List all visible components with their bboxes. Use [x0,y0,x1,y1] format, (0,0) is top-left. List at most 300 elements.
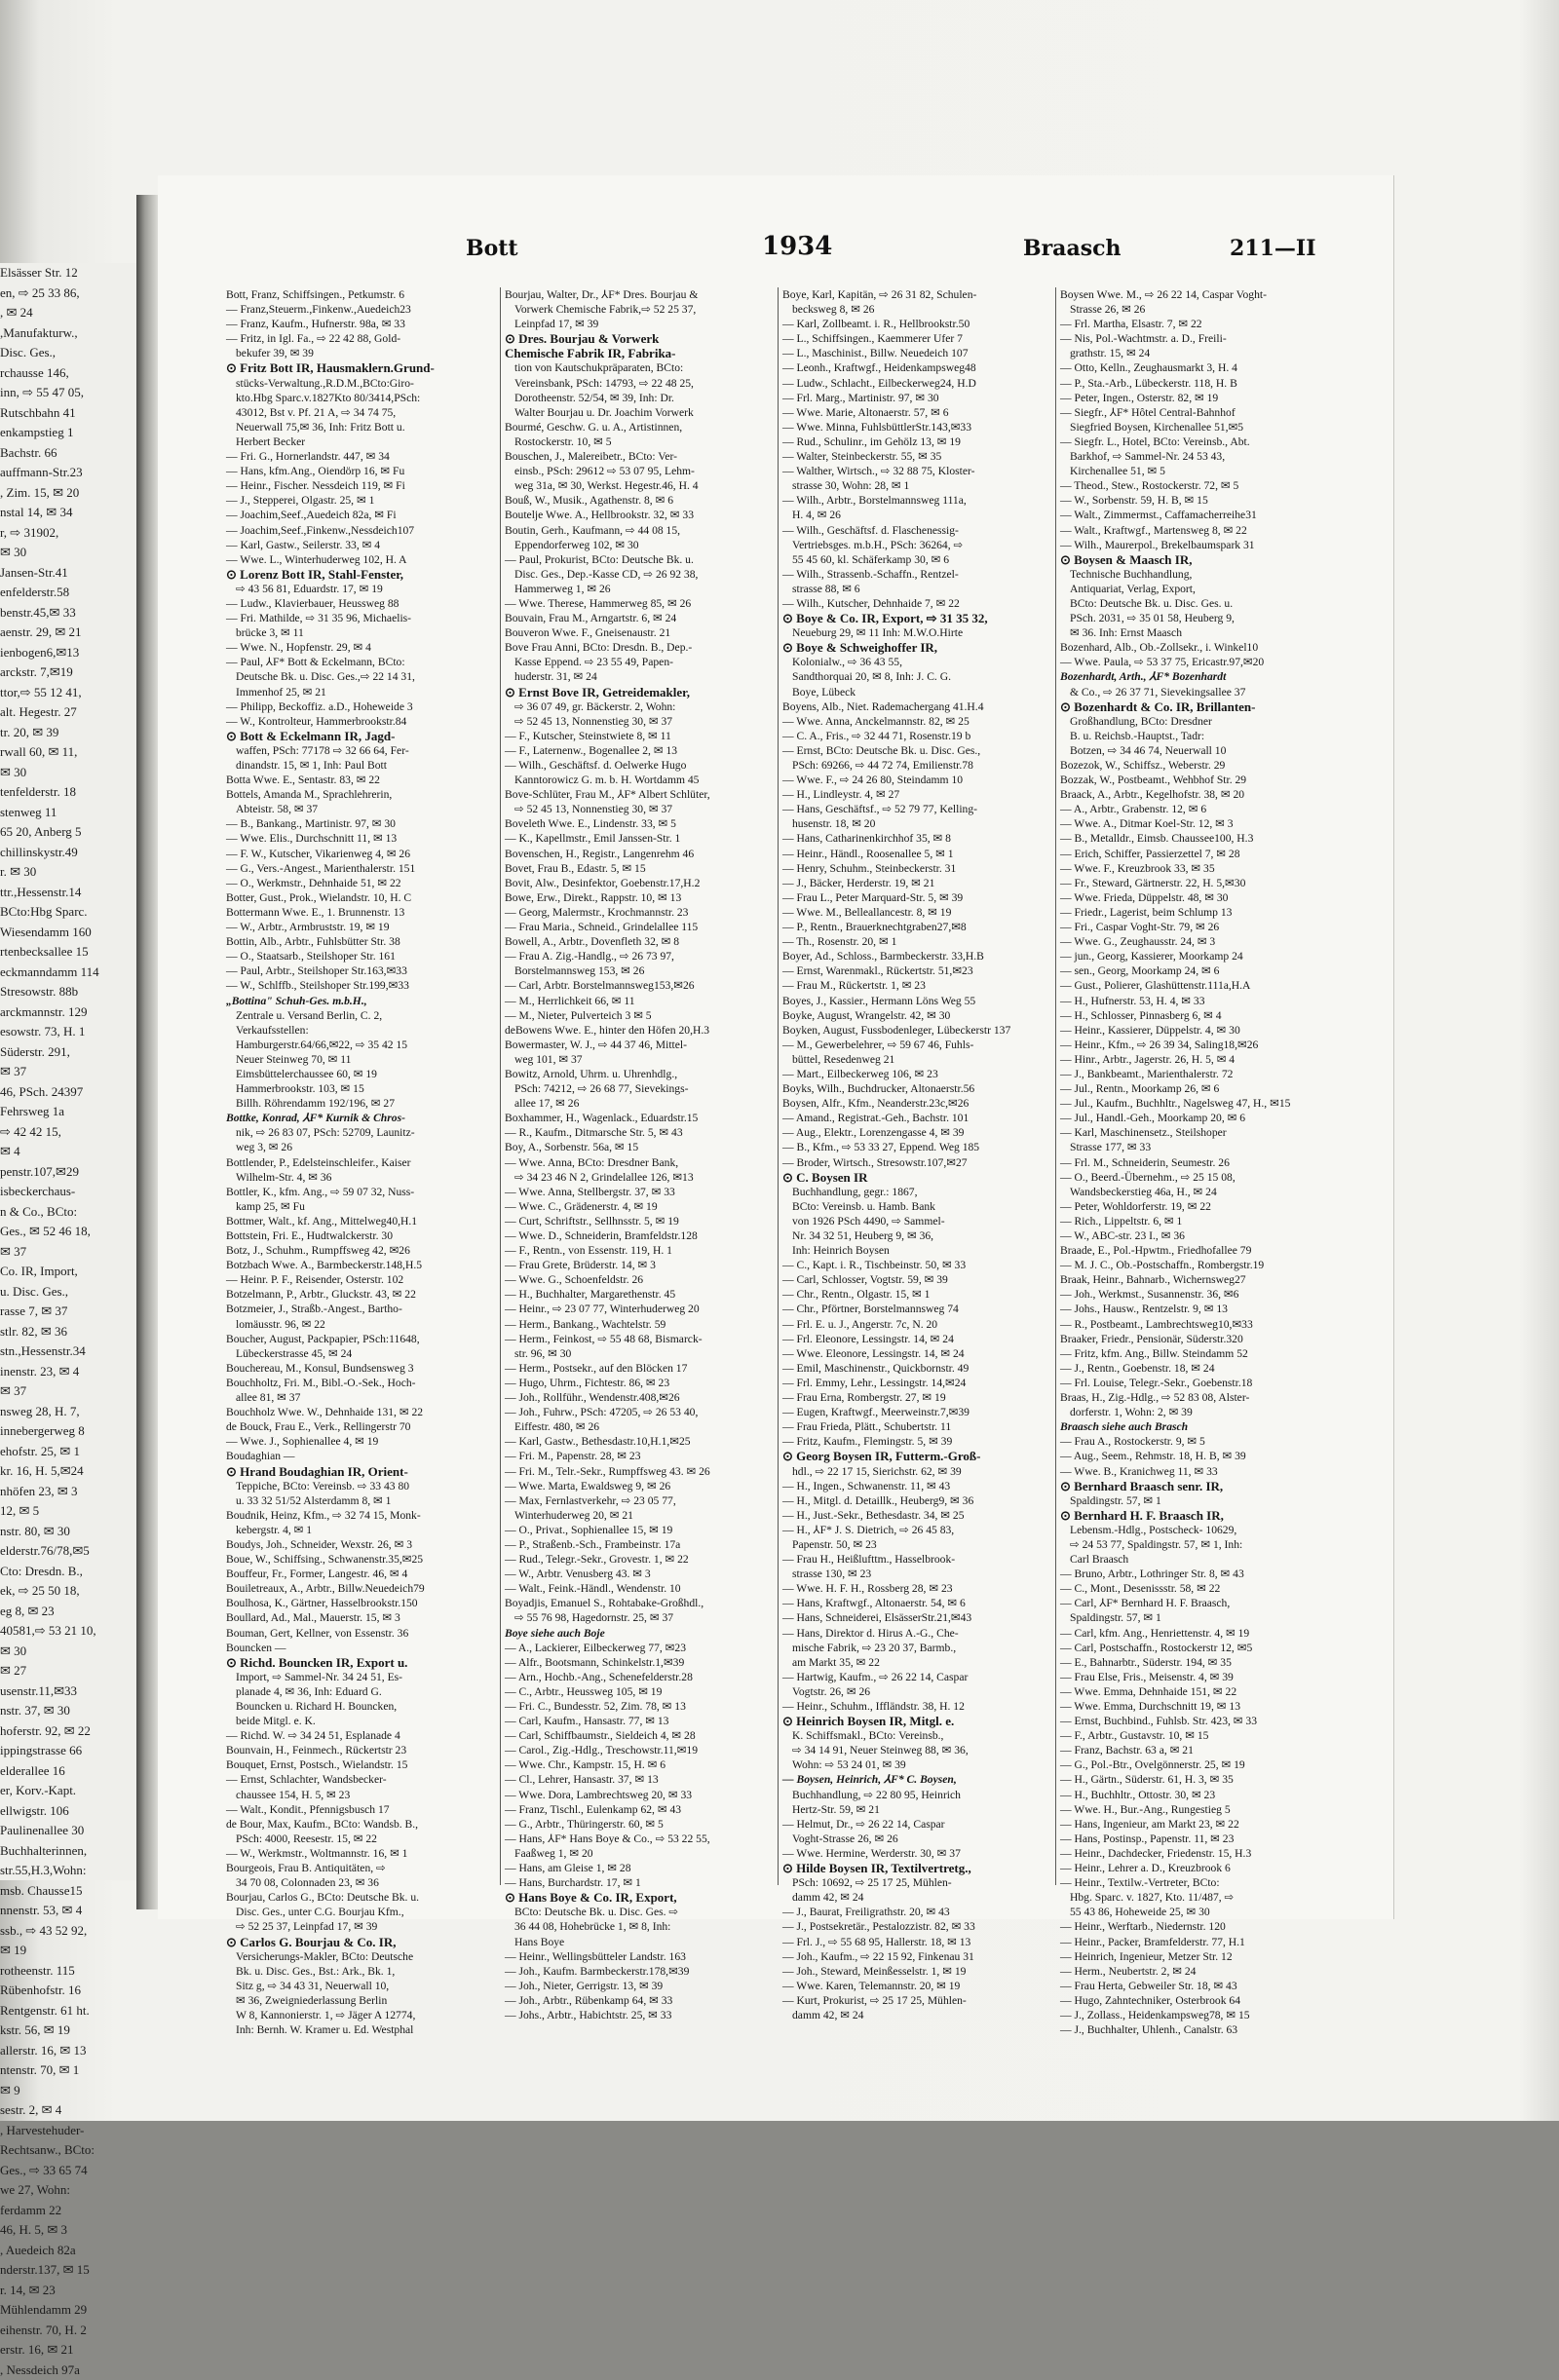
directory-entry: — H., Lindleystr. 4, ✉ 27 [782,787,1051,802]
directory-entry: Vogtstr. 26, ✉ 26 [782,1684,1051,1699]
directory-entry: Bove Frau Anni, BCto: Dresdn. B., Dep.- [505,640,774,655]
directory-entry: — Karl, Gastw., Seilerstr. 33, ✉ 4 [226,538,496,552]
directory-entry: Braaker, Friedr., Pensionär, Süderstr.320 [1060,1332,1329,1346]
directory-entry: — Wwe. Marie, Altonaerstr. 57, ✉ 6 [782,405,1051,420]
directory-entry: — Wwe. D., Schneiderin, Bramfeldstr.128 [505,1228,774,1243]
directory-entry: Neuer Steinweg 70, ✉ 11 [226,1052,496,1067]
directory-entry: — Frl. Martha, Elsastr. 7, ✉ 22 [1060,317,1329,331]
directory-entry: — Wwe. L., Winterhuderweg 102, H. A [226,552,496,567]
directory-entry: ⊙ Georg Boysen IR, Futterm.-Groß- [782,1449,1051,1463]
directory-entry: ⊙ Bozenhardt & Co. IR, Brillanten- [1060,699,1329,714]
prev-page-line: nnenstr. 53, ✉ 4 [0,1901,136,1921]
directory-entry: Technische Buchhandlung, [1060,567,1329,582]
directory-entry: Botzen, ⇨ 34 46 74, Neuerwall 10 [1060,743,1329,758]
directory-entry: — J., Buchhalter, Uhlenh., Canalstr. 63 [1060,2022,1329,2037]
directory-entry: planade 4, ✉ 36, Inh: Eduard G. [226,1684,496,1699]
prev-page-line: benstr.45,✉ 33 [0,603,136,623]
directory-entry: — H., ⅄F* J. S. Dietrich, ⇨ 26 45 83, [782,1523,1051,1537]
directory-entry: — C. A., Fris., ⇨ 32 44 71, Rosenstr.19 b [782,729,1051,743]
prev-page-line: arckmannstr. 129 [0,1002,136,1023]
directory-entry: — Wwe. B., Kranichweg 11, ✉ 33 [1060,1464,1329,1479]
directory-entry: — H., Mitgl. d. Detaillk., Heuberg9, ✉ 36 [782,1493,1051,1508]
prev-page-line: chillinskystr.49 [0,843,136,863]
directory-entry: Spaldingstr. 57, ✉ 1 [1060,1493,1329,1508]
directory-entry: — Walt., Zimmermst., Caffamacherreihe31 [1060,508,1329,522]
directory-entry: strasse 130, ✉ 23 [782,1567,1051,1581]
directory-entry: — Hinr., Arbtr., Jagerstr. 26, H. 5, ✉ 4 [1060,1052,1329,1067]
directory-entry: 55 43 86, Hoheweide 25, ✉ 30 [1060,1905,1329,1919]
prev-page-line: msb. Chausse15 [0,1881,136,1902]
directory-entry: ⊙ Fritz Bott IR, Hausmaklern.Grund- [226,360,496,375]
directory-entry: Hans Boye [505,1935,774,1949]
directory-entry: Boue, W., Schiffsing., Schwanenstr.35,✉25 [226,1552,496,1567]
prev-page-line: , Auedeich 82a [0,2241,136,2261]
directory-entry: Boyes, J., Kassier., Hermann Löns Weg 55 [782,994,1051,1008]
previous-page-fragment [0,263,138,1880]
prev-page-line: kr. 16, H. 5,✉24 [0,1461,136,1482]
directory-entry: Bouman, Gert, Kellner, von Essenstr. 36 [226,1626,496,1641]
directory-entry: — H., Ingen., Schwanenstr. 11, ✉ 43 [782,1479,1051,1493]
directory-entry: Dorotheenstr. 52/54, ✉ 39, Inh: Dr. [505,391,774,405]
prev-page-line: auffmann-Str.23 [0,463,136,483]
directory-entry: — Boysen, Heinrich, ⅄F* C. Boysen, [782,1772,1051,1787]
directory-entry: Botz, J., Schuhm., Rumpffsweg 42, ✉26 [226,1243,496,1258]
directory-entry: — Joh., Kaufm., ⇨ 22 15 92, Finkenau 31 [782,1949,1051,1964]
directory-entry: — Wwe. H., Bur.-Ang., Rungestieg 5 [1060,1802,1329,1817]
prev-page-line: inenstr. 23, ✉ 4 [0,1362,136,1382]
prev-page-line: , ✉ 24 [0,303,136,323]
directory-entry: — O., Staatsarb., Steilshoper Str. 161 [226,949,496,963]
directory-entry: — Heinr., Schuhm., Iffländstr. 38, H. 12 [782,1699,1051,1714]
directory-entry: — Hugo, Zahntechniker, Osterbrook 64 [1060,1993,1329,2008]
column-3 [778,287,1055,1885]
directory-entry: Inh: Heinrich Boysen [782,1243,1051,1258]
directory-entry: — H., Hufnerstr. 53, H. 4, ✉ 33 [1060,994,1329,1008]
directory-columns [222,287,1343,1885]
directory-entry: Deutsche Bk. u. Disc. Ges.,⇨ 22 14 31, [226,669,496,684]
directory-entry: — Curt, Schriftstr., Sellhnsstr. 5, ✉ 19 [505,1214,774,1228]
directory-entry: — Joh., Rollführ., Wendenstr.408,✉26 [505,1390,774,1405]
directory-entry: Bk. u. Disc. Ges., Bst.: Ark., Bk. 1, [226,1964,496,1979]
prev-page-line: stn.,Hessenstr.34 [0,1341,136,1362]
directory-entry: — Paul, ⅄F* Bott & Eckelmann, BCto: [226,655,496,669]
directory-entry: — J., Postsekretär., Pestalozzistr. 82, ✉ 33 [782,1919,1051,1934]
directory-entry: Bourjau, Walter, Dr., ⅄F* Dres. Bourjau & [505,287,774,302]
prev-page-line: enkampstieg 1 [0,423,136,443]
directory-entry: — O., Privat., Sophienallee 15, ✉ 19 [505,1523,774,1537]
column-2 [500,287,778,1885]
directory-entry: — Hugo, Uhrm., Fichtestr. 86, ✉ 23 [505,1376,774,1390]
directory-entry: Kasse Eppend. ⇨ 23 55 49, Papen- [505,655,774,669]
directory-entry: — H., Schlosser, Pinnasberg 6, ✉ 4 [1060,1008,1329,1023]
directory-entry: Botzbach Wwe. A., Barmbeckerstr.148,H.5 [226,1258,496,1272]
prev-page-line: str.55,H.3,Wohn: [0,1861,136,1881]
directory-entry: — P., Sta.-Arb., Lübeckerstr. 118, H. B [1060,376,1329,391]
directory-entry: Import, ⇨ Sammel-Nr. 34 24 51, Es- [226,1670,496,1684]
directory-entry: von 1926 PSch 4490, ⇨ Sammel- [782,1214,1051,1228]
prev-page-line: ferdamm 22 [0,2201,136,2221]
directory-entry: — Paul, Prokurist, BCto: Deutsche Bk. u. [505,552,774,567]
prev-page-line: ek, ⇨ 25 50 18, [0,1581,136,1602]
directory-entry: Lebensm.-Hdlg., Postscheck- 10629, [1060,1523,1329,1537]
directory-entry: Wilhelm-Str. 4, ✉ 36 [226,1170,496,1185]
directory-entry: strasse 88, ✉ 6 [782,582,1051,596]
prev-page-line: ippingstrasse 66 [0,1741,136,1761]
prev-page-line: , Zim. 15, ✉ 20 [0,483,136,504]
prev-page-line: innebergerweg 8 [0,1421,136,1442]
directory-entry: husenstr. 18, ✉ 20 [782,816,1051,831]
directory-entry: — Wwe. Emma, Dehnhaide 151, ✉ 22 [1060,1684,1329,1699]
directory-entry: — Joh., Werkmst., Susannenstr. 36, ✉6 [1060,1287,1329,1302]
prev-page-line: kstr. 56, ✉ 19 [0,2021,136,2041]
prev-page-line: nhöfen 23, ✉ 3 [0,1482,136,1502]
directory-entry: Hbg. Sparc. v. 1827, Kto. 11/487, ⇨ [1060,1890,1329,1905]
directory-entry: Boyks, Wilh., Buchdrucker, Altonaerstr.56 [782,1081,1051,1096]
directory-entry: — Hans, Postinsp., Papenstr. 11, ✉ 23 [1060,1832,1329,1846]
directory-entry: weg 31a, ✉ 30, Werkst. Hegestr.46, H. 4 [505,478,774,493]
directory-entry: ⊙ Lorenz Bott IR, Stahl-Fenster, [226,567,496,582]
directory-entry: — Frau Maria., Schneid., Grindelallee 115 [505,920,774,934]
directory-entry: Boulhosa, K., Gärtner, Hasselbrookstr.150 [226,1596,496,1610]
prev-page-line: nsweg 28, H. 7, [0,1402,136,1422]
directory-entry: Boxhammer, H., Wagenlack., Eduardstr.15 [505,1111,774,1125]
directory-entry: Bouncken u. Richard H. Bouncken, [226,1699,496,1714]
directory-entry: — J., Rentn., Goebenstr. 18, ✉ 24 [1060,1361,1329,1376]
directory-entry: — Ernst, Buchbind., Fuhlsb. Str. 423, ✉ 33 [1060,1714,1329,1728]
directory-entry: Strasse 26, ✉ 26 [1060,302,1329,317]
directory-entry: Botter, Gust., Prok., Wielandstr. 10, H. C [226,890,496,905]
directory-entry: — Rich., Lippeltstr. 6, ✉ 1 [1060,1214,1329,1228]
directory-entry: ⇨ 52 45 13, Nonnenstieg 30, ✉ 37 [505,714,774,729]
directory-entry: Braak, Heinr., Bahnarb., Wichernsweg27 [1060,1272,1329,1287]
prev-page-line: rotheenstr. 115 [0,1961,136,1982]
directory-entry: — Fritz, kfm. Ang., Billw. Steindamm 52 [1060,1346,1329,1361]
prev-page-line: ttor,⇨ 55 12 41, [0,683,136,703]
directory-entry: ⇨ 52 45 13, Nonnenstieg 30, ✉ 37 [505,802,774,816]
directory-entry: Faaßweg 1, ✉ 20 [505,1846,774,1861]
directory-entry: — Hans, kfm.Ang., Oiendörp 16, ✉ Fu [226,464,496,478]
directory-entry: Boysen, Alfr., Kfm., Neanderstr.23c,✉26 [782,1096,1051,1111]
directory-entry: — Bruno, Arbtr., Lothringer Str. 8, ✉ 43 [1060,1567,1329,1581]
directory-entry: Bottermann Wwe. E., 1. Brunnenstr. 13 [226,905,496,920]
directory-entry: BCto: Vereinsb. u. Hamb. Bank [782,1199,1051,1214]
directory-entry: Botzelmann, P., Arbtr., Gluckstr. 43, ✉ 22 [226,1287,496,1302]
directory-entry: — K., Kapellmstr., Emil Janssen-Str. 1 [505,831,774,846]
directory-entry: einsb., PSch: 29612 ⇨ 53 07 95, Lehm- [505,464,774,478]
directory-entry: ⊙ Hans Boye & Co. IR, Export, [505,1890,774,1905]
directory-entry: beide Mitgl. e. K. [226,1714,496,1728]
directory-entry: Bowe, Erw., Direkt., Rappstr. 10, ✉ 13 [505,890,774,905]
prev-page-line: ✉ 37 [0,1062,136,1082]
directory-entry: Bouffeur, Fr., Former, Langestr. 46, ✉ 4 [226,1567,496,1581]
directory-entry: Boyer, Ad., Schloss., Barmbeckerstr. 33,H.B [782,949,1051,963]
directory-entry: — Wilh., Kutscher, Dehnhaide 7, ✉ 22 [782,596,1051,611]
directory-entry: — Kurt, Prokurist, ⇨ 25 17 25, Mühlen- [782,1993,1051,2008]
directory-entry: — Carl, kfm. Ang., Henriettenstr. 4, ✉ 19 [1060,1626,1329,1641]
prev-page-line: we 27, Wohn: [0,2180,136,2201]
prev-page-line: eg 8, ✉ 23 [0,1602,136,1622]
directory-entry: Bozezok, W., Schiffsz., Weberstr. 29 [1060,758,1329,773]
directory-entry: — Fri., Caspar Voght-Str. 79, ✉ 26 [1060,920,1329,934]
directory-entry: weg 101, ✉ 37 [505,1052,774,1067]
directory-entry: — F., Arbtr., Gustavstr. 10, ✉ 15 [1060,1728,1329,1743]
directory-entry: — Siegfr., ⅄F* Hôtel Central-Bahnhof [1060,405,1329,420]
directory-entry: Neueburg 29, ✉ 11 Inh: M.W.O.Hirte [782,625,1051,640]
prev-page-line: nstr. 37, ✉ 30 [0,1701,136,1721]
directory-entry: Borstelmannsweg 153, ✉ 26 [505,963,774,978]
directory-entry: — Peter, Ingen., Osterstr. 82, ✉ 19 [1060,391,1329,405]
directory-entry: — jun., Georg, Kassierer, Moorkamp 24 [1060,949,1329,963]
directory-entry: Boutin, Gerh., Kaufmann, ⇨ 44 08 15, [505,523,774,538]
directory-entry: ⇨ 34 23 46 N 2, Grindelallee 126, ✉13 [505,1170,774,1185]
prev-page-line: Rentgenstr. 61 ht. [0,2001,136,2021]
directory-entry: Hammerbrookstr. 103, ✉ 15 [226,1081,496,1096]
prev-page-line: arckstr. 7,✉19 [0,662,136,683]
directory-entry: hdl., ⇨ 22 17 15, Sierichstr. 62, ✉ 39 [782,1464,1051,1479]
directory-entry: dorferstr. 1, Wohn: 2, ✉ 39 [1060,1405,1329,1419]
prev-page-line: esowstr. 73, H. 1 [0,1022,136,1042]
prev-page-line: Buchhalterinnen, [0,1841,136,1862]
directory-entry: Bouß, W., Musik., Agathenstr. 8, ✉ 6 [505,493,774,508]
directory-entry: — Jul., Rentn., Moorkamp 26, ✉ 6 [1060,1081,1329,1096]
directory-entry: — Joh., Fuhrw., PSch: 47205, ⇨ 26 53 40, [505,1405,774,1419]
directory-entry: — Frau Frieda, Plätt., Schubertstr. 11 [782,1419,1051,1434]
directory-entry: — Carl, Arbtr. Borstelmannsweg153,✉26 [505,978,774,993]
directory-entry: — Wwe. Paula, ⇨ 53 37 75, Ericastr.97,✉20 [1060,655,1329,669]
directory-entry: — Wilh., Strassenb.-Schaffn., Rentzel- [782,567,1051,582]
directory-entry: — Herm., Neubertstr. 2, ✉ 24 [1060,1964,1329,1979]
directory-entry: Boysen Wwe. M., ⇨ 26 22 14, Caspar Voght- [1060,287,1329,302]
prev-page-line: sestr. 2, ✉ 4 [0,2100,136,2121]
prev-page-line: ✉ 37 [0,1381,136,1402]
directory-entry: — Frau A., Rostockerstr. 9, ✉ 5 [1060,1434,1329,1449]
directory-entry: Bozenhardt, Arth., ⅄F* Bozenhardt [1060,669,1329,684]
directory-entry: Bottke, Konrad, ⅄F* Kurnik & Chros- [226,1111,496,1125]
directory-entry: — Carl, Kaufm., Hansastr. 77, ✉ 13 [505,1714,774,1728]
directory-entry: — W., Schlffb., Steilshoper Str.199,✉33 [226,978,496,993]
prev-page-line: n & Co., BCto: [0,1202,136,1223]
directory-entry: deBowens Wwe. E., hinter den Höfen 20,H.3 [505,1023,774,1038]
directory-entry: PSch. 2031, ⇨ 35 01 58, Heuberg 9, [1060,611,1329,625]
directory-entry: Winterhuderweg 20, ✉ 21 [505,1508,774,1523]
directory-entry: mische Fabrik, ⇨ 23 20 37, Barmb., [782,1641,1051,1655]
prev-page-line: ttr.,Hessenstr.14 [0,883,136,903]
directory-entry: Boye, Karl, Kapitän, ⇨ 26 31 82, Schulen- [782,287,1051,302]
directory-entry: de Bour, Max, Kaufm., BCto: Wandsb. B., [226,1817,496,1832]
prev-page-line: BCto:Hbg Sparc. [0,902,136,923]
directory-entry: — A., Arbtr., Grabenstr. 12, ✉ 6 [1060,802,1329,816]
directory-entry: dinandstr. 15, ✉ 1, Inh: Paul Bott [226,758,496,773]
directory-entry: — M. J. C., Ob.-Postschaffn., Rombergstr.19 [1060,1258,1329,1272]
directory-entry: huderstr. 31, ✉ 24 [505,669,774,684]
directory-entry: ⇨ 24 53 77, Spaldingstr. 57, ✉ 1, Inh: [1060,1537,1329,1552]
directory-entry: 43012, Bst v. Pf. 21 A, ⇨ 34 74 75, [226,405,496,420]
directory-entry: — M., Herrlichkeit 66, ✉ 11 [505,994,774,1008]
directory-entry: — L., Schiffsingen., Kaemmerer Ufer 7 [782,331,1051,346]
directory-entry: kebergstr. 4, ✉ 1 [226,1523,496,1537]
directory-entry: — J., Stepperei, Olgastr. 25, ✉ 1 [226,493,496,508]
directory-entry: — Wwe. C., Grädenerstr. 4, ✉ 19 [505,1199,774,1214]
directory-entry: — Frau Erna, Rombergstr. 27, ✉ 19 [782,1390,1051,1405]
prev-page-line: Rechtsanw., BCto: [0,2140,136,2161]
directory-entry: Kanntorowicz G. m. b. H. Wortdamm 45 [505,773,774,787]
directory-entry: Carl Braasch [1060,1552,1329,1567]
directory-entry: — Frau L., Peter Marquard-Str. 5, ✉ 39 [782,890,1051,905]
directory-entry: Lübeckerstrasse 45, ✉ 24 [226,1346,496,1361]
directory-entry: Walter Bourjau u. Dr. Joachim Vorwerk [505,405,774,420]
directory-entry: — Ernst, BCto: Deutsche Bk. u. Disc. Ges., [782,743,1051,758]
prev-page-line: allerstr. 16, ✉ 13 [0,2041,136,2061]
directory-entry: — Hans, am Gleise 1, ✉ 28 [505,1861,774,1875]
directory-entry: — J., Bankbeamt., Marienthalerstr. 72 [1060,1067,1329,1081]
directory-entry: — Frl. Emmy, Lehr., Lessingstr. 14,✉24 [782,1376,1051,1390]
directory-entry: Voght-Strasse 26, ✉ 26 [782,1832,1051,1846]
directory-entry: — Hans, Schneiderei, ElsässerStr.21,✉43 [782,1610,1051,1625]
directory-entry: Bott, Franz, Schiffsingen., Petkumstr. 6 [226,287,496,302]
directory-entry: — O., Beerd.-Übernehm., ⇨ 25 15 08, [1060,1170,1329,1185]
prev-page-line: eihenstr. 70, H. 2 [0,2321,136,2341]
directory-entry: — Heinr., Fischer. Nessdeich 119, ✉ Fi [226,478,496,493]
directory-entry: — Heinr., Wellingsbütteler Landstr. 163 [505,1949,774,1964]
directory-entry: Wohn: ⇨ 53 24 01, ✉ 39 [782,1757,1051,1772]
directory-entry: — A., Lackierer, Eilbeckerweg 77, ✉23 [505,1641,774,1655]
directory-entry: Boutelje Wwe. A., Hellbrookstr. 32, ✉ 33 [505,508,774,522]
directory-entry: PSch: 4000, Reesestr. 15, ✉ 22 [226,1832,496,1846]
directory-entry: Hertz-Str. 59, ✉ 21 [782,1802,1051,1817]
directory-entry: — Wwe. M., Belleallancestr. 8, ✉ 19 [782,905,1051,920]
prev-page-line: aenstr. 29, ✉ 21 [0,623,136,643]
directory-page [158,175,1394,1919]
directory-entry: — W., Arbtr. Venusberg 43. ✉ 3 [505,1567,774,1581]
directory-entry: — Wwe. G., Schoenfeldstr. 26 [505,1272,774,1287]
directory-entry: 55 45 60, kl. Schäferkamp 30, ✉ 6 [782,552,1051,567]
directory-entry: — F. W., Kutscher, Vikarienweg 4, ✉ 26 [226,847,496,861]
directory-entry: ✉ 36. Inh: Ernst Maasch [1060,625,1329,640]
directory-entry: — Jul., Kaufm., Buchhltr., Nagelsweg 47, H., ✉15 [1060,1096,1329,1111]
directory-entry: — Philipp, Beckoffiz. a.D., Hoheweide 3 [226,699,496,714]
directory-entry: ⊙ Bernhard H. F. Braasch IR, [1060,1508,1329,1523]
directory-entry: — Wwe. Karen, Telemannstr. 20, ✉ 19 [782,1979,1051,1993]
directory-entry: Botzmeier, J., Straßb.-Angest., Bartho- [226,1302,496,1316]
directory-entry: Bove-Schlüter, Frau M., ⅄F* Albert Schlüter, [505,787,774,802]
directory-entry: — Frl. Louise, Telegr.-Sekr., Goebenstr.18 [1060,1376,1329,1390]
directory-entry: — Wwe. Chr., Kampstr. 15, H. ✉ 6 [505,1757,774,1772]
directory-entry: — Erich, Schiffer, Passierzettel 7, ✉ 28 [1060,847,1329,861]
directory-entry: — Wilh., Geschäftsf. d. Flaschenessig- [782,523,1051,538]
prev-page-line: nstr. 80, ✉ 30 [0,1522,136,1542]
directory-entry: weg 3, ✉ 26 [226,1140,496,1154]
directory-entry: PSch: 10692, ⇨ 25 17 25, Mühlen- [782,1875,1051,1890]
directory-entry: — Joh., Nieter, Gerrigstr. 13, ✉ 39 [505,1979,774,1993]
directory-entry: Inh: Bernh. W. Kramer u. Ed. Westphal [226,2022,496,2037]
directory-entry: — P., Straßenb.-Sch., Frambeinstr. 17a [505,1537,774,1552]
directory-entry: Großhandlung, BCto: Dresdner [1060,714,1329,729]
directory-entry: — Joh., Kaufm. Barmbeckerstr.178,✉39 [505,1964,774,1979]
directory-entry: — F., Rentn., von Essenstr. 119, H. 1 [505,1243,774,1258]
directory-entry: lomäusstr. 96, ✉ 22 [226,1317,496,1332]
directory-entry: Disc. Ges., Dep.-Kasse CD, ⇨ 26 92 38, [505,567,774,582]
directory-entry: Bouvain, Frau M., Arngartstr. 6, ✉ 24 [505,611,774,625]
directory-entry: Kirchenallee 51, ✉ 5 [1060,464,1329,478]
directory-entry: — Wwe. Anna, BCto: Dresdner Bank, [505,1155,774,1170]
directory-entry: — Walt., Feink.-Händl., Wendenstr. 10 [505,1581,774,1596]
directory-entry: — Carl, Schiffbaumstr., Sieldeich 4, ✉ 28 [505,1728,774,1743]
directory-entry: Herbert Becker [226,434,496,449]
directory-entry: W 8, Kannonierstr. 1, ⇨ Jäger A 12774, [226,2008,496,2022]
directory-entry: — Wilh., Maurerpol., Brekelbaumspark 31 [1060,538,1329,552]
directory-entry: — Carl, Postschaffn., Rostockerstr 12, ✉5 [1060,1641,1329,1655]
directory-entry: & Co., ⇨ 26 37 71, Sievekingsallee 37 [1060,685,1329,699]
prev-page-line: ienbogen6,✉13 [0,643,136,663]
directory-entry: Bowell, A., Arbtr., Dovenfleth 32, ✉ 8 [505,934,774,949]
directory-entry: — Heinr. P. F., Reisender, Osterstr. 102 [226,1272,496,1287]
directory-entry: Neuerwall 75,✉ 36, Inh: Fritz Bott u. [226,420,496,434]
directory-entry: ⊙ Dres. Bourjau & Vorwerk [505,331,774,346]
directory-entry: — Wwe. Anna, Stellbergstr. 37, ✉ 33 [505,1185,774,1199]
directory-entry: — Fri. M., Papenstr. 28, ✉ 23 [505,1449,774,1463]
directory-entry: — Herm., Bankang., Wachtelstr. 59 [505,1317,774,1332]
directory-entry: — Walther, Wirtsch., ⇨ 32 88 75, Kloster- [782,464,1051,478]
directory-entry: — Wwe. Anna, Anckelmannstr. 82, ✉ 25 [782,714,1051,729]
directory-entry: — Franz, Kaufm., Hufnerstr. 98a, ✉ 33 [226,317,496,331]
directory-entry: — Helmut, Dr., ⇨ 26 22 14, Caspar [782,1817,1051,1832]
directory-entry: — Hans, Catharinenkirchhof 35, ✉ 8 [782,831,1051,846]
directory-entry: — W., ABC-str. 23 I., ✉ 36 [1060,1228,1329,1243]
directory-entry: Teppiche, BCto: Vereinsb. ⇨ 33 43 80 [226,1479,496,1493]
directory-entry: Wandsbeckerstieg 46a, H., ✉ 24 [1060,1185,1329,1199]
directory-entry: kto.Hbg Sparc.v.1827Kto 80/3414,PSch: [226,391,496,405]
directory-entry: — Franz, Bachstr. 63 a, ✉ 21 [1060,1743,1329,1757]
prev-page-line: ehofstr. 25, ✉ 1 [0,1442,136,1462]
directory-entry: Rostockerstr. 10, ✉ 5 [505,434,774,449]
directory-entry: — Joachim,Seef.,Auedeich 82a, ✉ Fi [226,508,496,522]
directory-entry: Boudys, Joh., Schneider, Wexstr. 26, ✉ 3 [226,1537,496,1552]
directory-entry: Eiffestr. 480, ✉ 26 [505,1419,774,1434]
directory-entry: — Heinr., Händl., Roosenallee 5, ✉ 1 [782,847,1051,861]
directory-entry: — J., Zollass., Heidenkampsweg78, ✉ 15 [1060,2008,1329,2022]
directory-entry: — F., Laternenw., Bogenallee 2, ✉ 13 [505,743,774,758]
prev-page-line: Stresowstr. 88b [0,982,136,1002]
prev-page-line: 65 20, Anberg 5 [0,822,136,843]
directory-entry: — B., Metalldr., Eimsb. Chaussee100, H.3 [1060,831,1329,846]
directory-entry: Boveleth Wwe. E., Lindenstr. 33, ✉ 5 [505,816,774,831]
directory-entry: Verkaufsstellen: [226,1023,496,1038]
directory-entry: ⊙ Carlos G. Bourjau & Co. IR, [226,1935,496,1949]
prev-page-line: ntenstr. 70, ✉ 1 [0,2060,136,2081]
directory-entry: — Walt., Kraftwgf., Martensweg 8, ✉ 22 [1060,523,1329,538]
directory-entry: — Wwe. F., ⇨ 24 26 80, Steindamm 10 [782,773,1051,787]
directory-entry: Braack, A., Arbtr., Kegelhofstr. 38, ✉ 20 [1060,787,1329,802]
directory-entry: — Wwe. Therese, Hammerweg 85, ✉ 26 [505,596,774,611]
directory-entry: — Nis, Pol.-Wachtmstr. a. D., Freili- [1060,331,1329,346]
directory-entry: — Henry, Schuhm., Steinbeckerstr. 31 [782,861,1051,876]
directory-entry: Bouquet, Ernst, Postsch., Wielandstr. 15 [226,1757,496,1772]
prev-page-line: ssb., ⇨ 43 52 92, [0,1921,136,1942]
directory-entry: Bouncken — [226,1641,496,1655]
directory-entry: Bottin, Alb., Arbtr., Fuhlsbütter Str. 38 [226,934,496,949]
directory-entry: Botta Wwe. E., Sentastr. 83, ✉ 22 [226,773,496,787]
directory-entry: Bounvain, H., Feinmech., Rückertstr 23 [226,1743,496,1757]
directory-entry: — Heinr., Textilw.-Vertreter, BCto: [1060,1875,1329,1890]
directory-entry: — Heinrich, Ingenieur, Metzer Str. 12 [1060,1949,1329,1964]
directory-entry: brücke 3, ✉ 11 [226,625,496,640]
prev-page-line: r. 14, ✉ 23 [0,2281,136,2301]
prev-page-line: penstr.107,✉29 [0,1162,136,1183]
directory-entry: Leinpfad 17, ✉ 39 [505,317,774,331]
directory-entry: Bozenhard, Alb., Ob.-Zollsekr., i. Winkel10 [1060,640,1329,655]
directory-entry: Boudnik, Heinz, Kfm., ⇨ 32 74 15, Monk- [226,1508,496,1523]
directory-entry: — Wwe. N., Hopfenstr. 29, ✉ 4 [226,640,496,655]
